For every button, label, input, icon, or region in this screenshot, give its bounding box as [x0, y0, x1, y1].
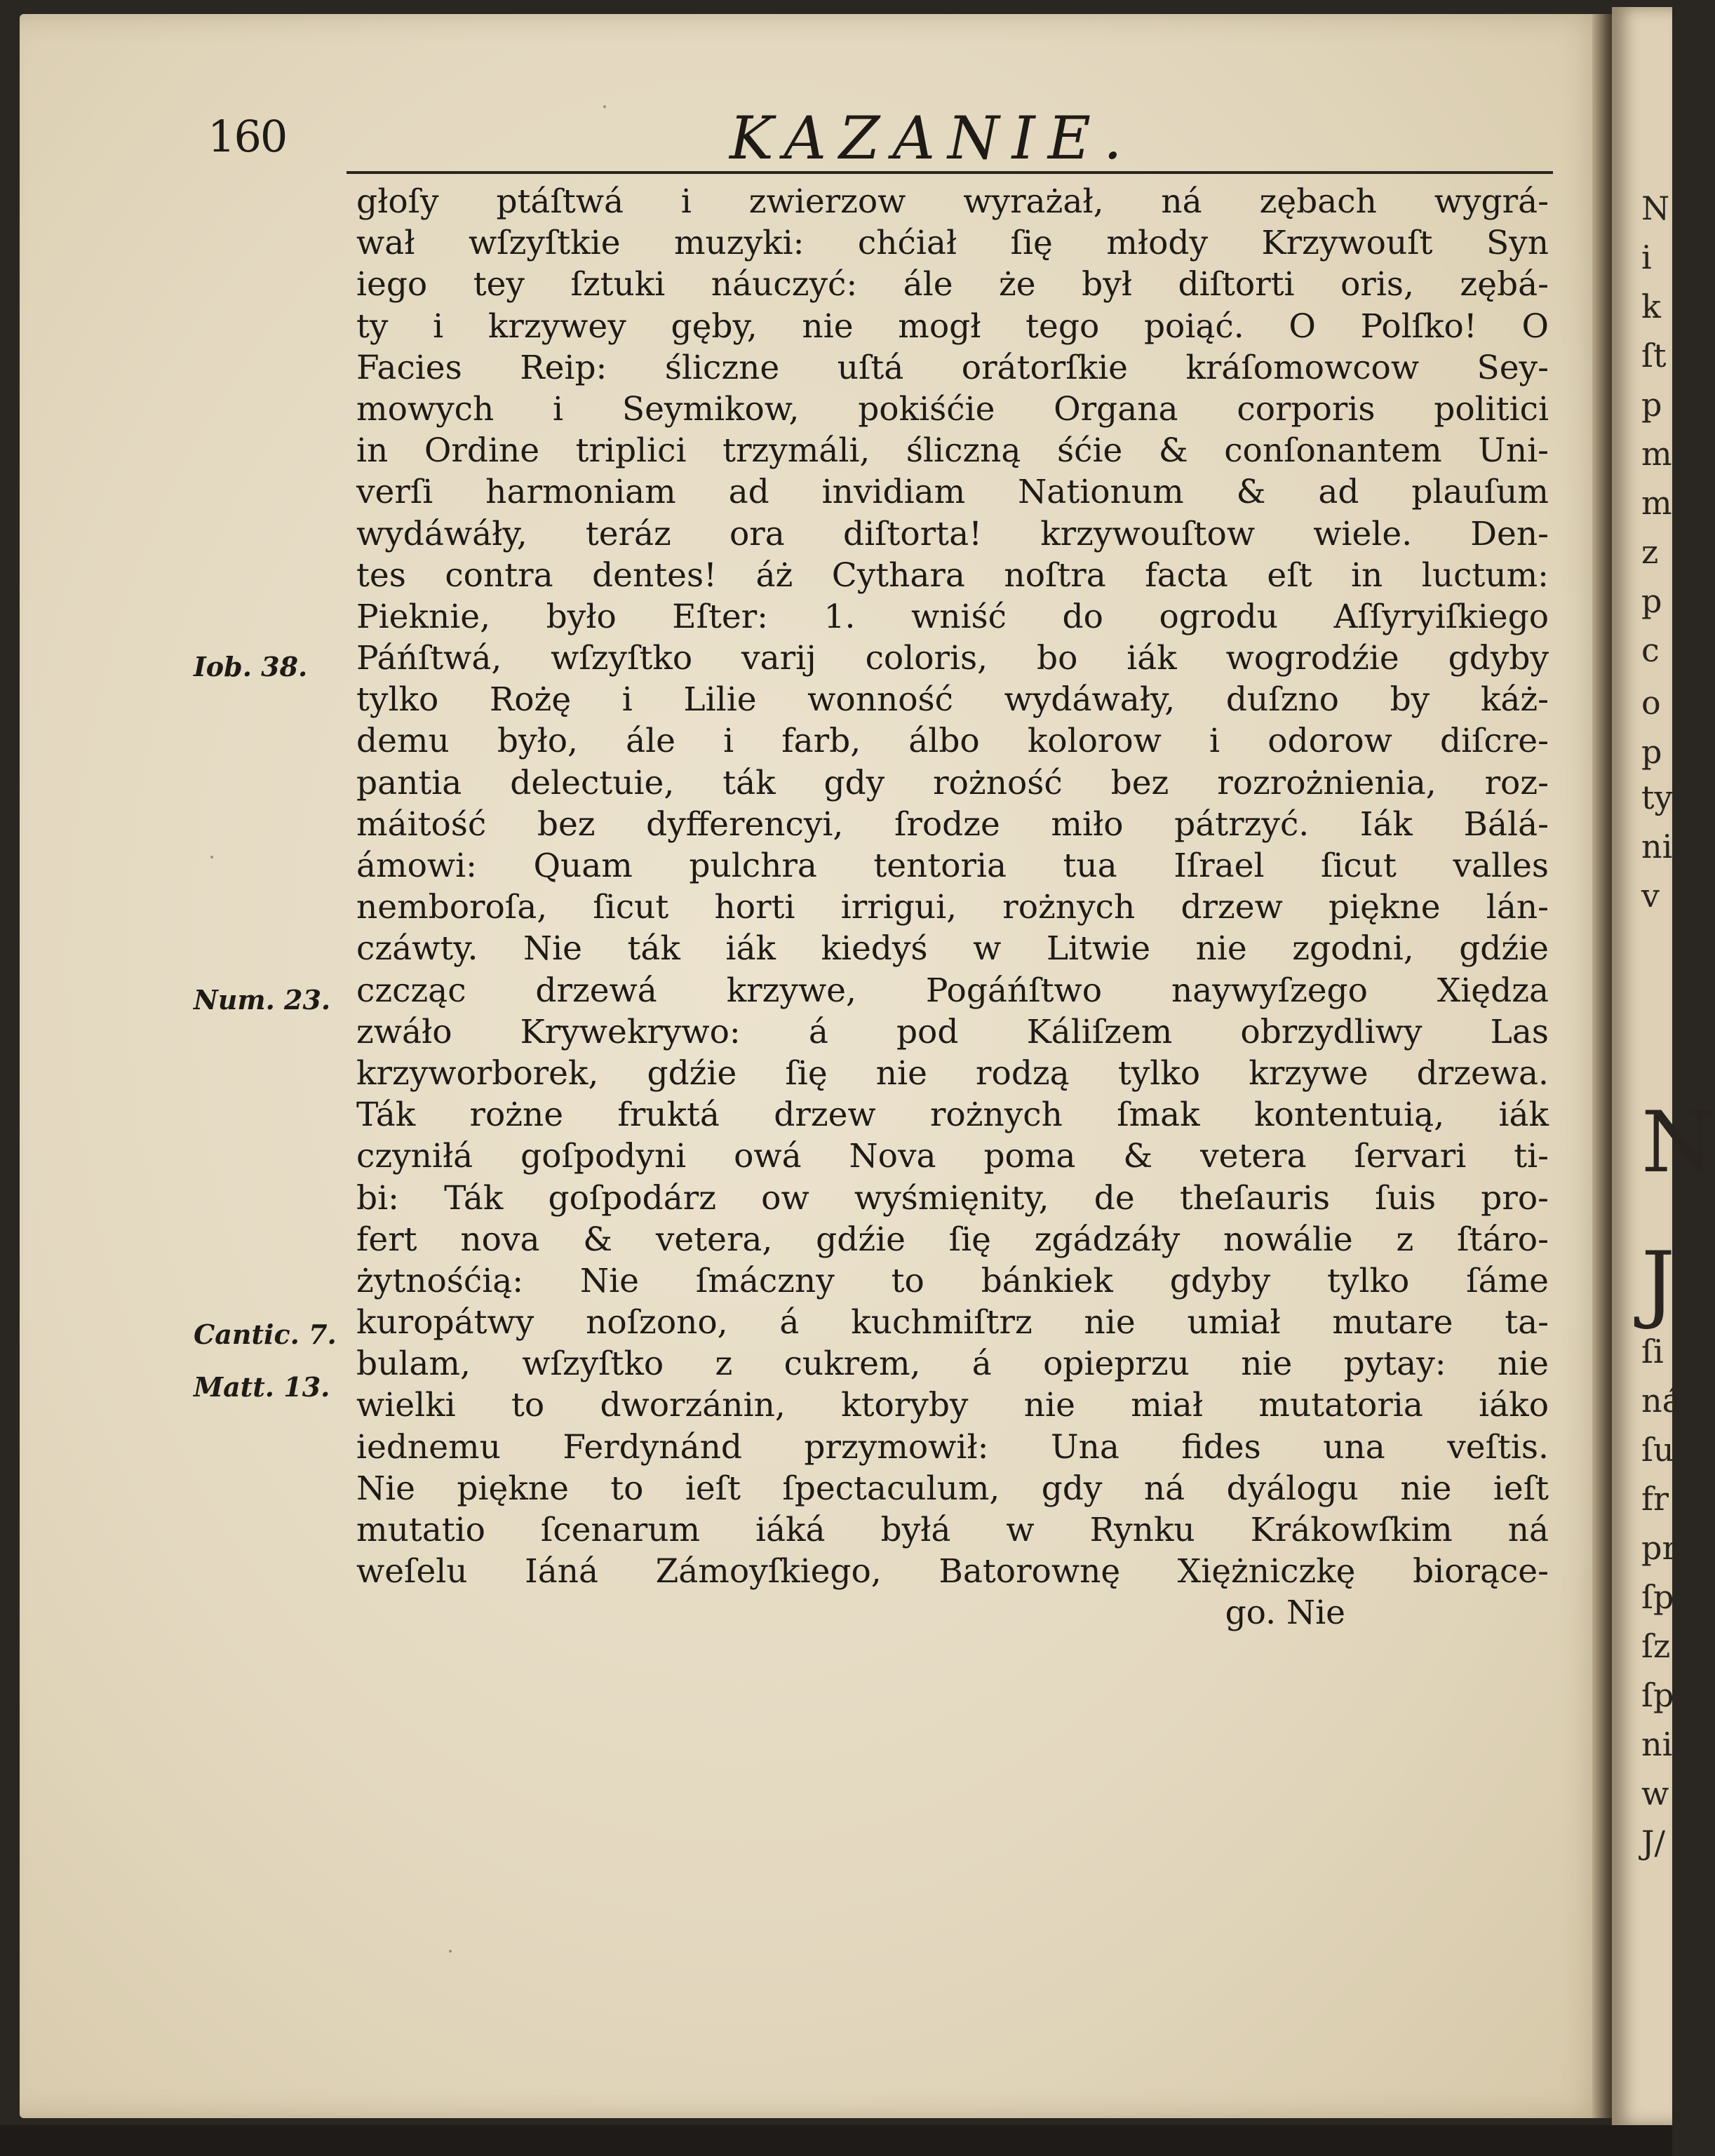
facing-page-letter: ſp [1641, 1676, 1674, 1714]
text-line: czcząc drzewá krzywe, Pogáńſtwo naywyſzego Xiędza [356, 971, 1549, 1010]
text-line: máitość bez dyfferencyi, ſrodze miło pátrzyć. Iák Bálá- [356, 804, 1549, 844]
facing-page-letter: ni [1641, 828, 1673, 865]
text-line: ty i krzywey gęby, nie mogł tego poiąć. O Polſko! O [356, 306, 1549, 346]
paper-fleck [210, 856, 213, 858]
text-line: in Ordine triplici trzymáli, śliczną śćie & conſonantem Uni- [356, 431, 1549, 471]
text-line: demu było, ále i farb, álbo kolorow i odorow diſcre- [356, 722, 1549, 761]
facing-page-letter: ſt [1641, 337, 1667, 375]
text-line: Facies Reip: śliczne uſtá orátorſkie kráſomowcow Sey- [356, 348, 1549, 387]
text-line: nemboroſa, ſicut horti irrigui, rożnych drzew piękne lán- [356, 888, 1549, 927]
facing-page-letter: ſu [1641, 1431, 1674, 1469]
text-line: krzyworborek, gdźie ſię nie rodzą tylko krzywe drzewa. [356, 1053, 1549, 1093]
facing-page-letter: ſz [1641, 1627, 1671, 1665]
facing-page-letter: z [1641, 533, 1659, 571]
text-line: żytnośćią: Nie ſmáczny to bánkiek gdyby tylko ſáme [356, 1261, 1549, 1300]
running-title: KAZANIE. [729, 104, 1135, 173]
text-line: zwáło Krywekrywo: á pod Káliſzem obrzydliwy Las [356, 1012, 1549, 1051]
facing-page-letter: J [1641, 1234, 1676, 1332]
text-line: pantia delectuie, ták gdy rożność bez rozrożnienia, roz- [356, 763, 1549, 802]
margin-note-cantic: Cantic. 7. [194, 1319, 337, 1350]
facing-page-letter: p [1641, 582, 1662, 620]
facing-page-letter: m [1641, 435, 1672, 473]
text-line: Ták rożne fruktá drzew rożnych ſmak kontentuią, iák [356, 1096, 1549, 1135]
text-line: Pieknie, było Eſter: 1. wniść do ogrodu Aſſyryiſkiego [356, 597, 1549, 636]
facing-page-letter: o [1641, 684, 1661, 722]
facing-page-letter: ty [1641, 779, 1673, 816]
text-line: go. Nie [1225, 1594, 1345, 1633]
margin-note-num: Num. 23. [194, 984, 331, 1016]
page-number: 160 [208, 111, 287, 162]
facing-page-letter: N [1641, 189, 1670, 227]
text-line: wielki to dworzánin, ktoryby nie miał mutatoria iáko [356, 1386, 1549, 1425]
text-line: mowych i Seymikow, pokiśćie Organa corporis politici [356, 389, 1549, 429]
text-line: verſi harmoniam ad invidiam Nationum & ad plauſum [356, 473, 1549, 512]
text-line: czyniłá goſpodyni owá Nova poma & vetera ſervari ti- [356, 1137, 1549, 1176]
text-line: Nie piękne to ieſt ſpectaculum, gdy ná dyálogu nie ieſt [356, 1469, 1549, 1508]
facing-page-letter: i [1641, 238, 1652, 276]
facing-page-letter: p [1641, 733, 1662, 771]
facing-page-letter: J/ [1641, 1824, 1665, 1861]
text-line: tylko Rożę i Lilie wonność wydáwały, duſzno by káż- [356, 680, 1549, 720]
facing-page-letter: fr [1641, 1480, 1669, 1518]
text-line: iego tey ſztuki náuczyć: ále że był diſtorti oris, zębá- [356, 265, 1549, 304]
text-line: głoſy ptáſtwá i zwierzow wyrażał, ná zębach wygrá- [356, 182, 1549, 221]
text-line: wał wſzyſtkie muzyki: chćiał ſię młody Krzywouſt Syn [356, 224, 1549, 263]
margin-note-iob: Iob. 38. [194, 651, 308, 682]
facing-page-letter: ſi [1641, 1333, 1664, 1370]
text-line: wydáwáły, teráz ora diſtorta! krzywouſtow wiele. Den- [356, 514, 1549, 553]
facing-page-letter: ni [1641, 1725, 1673, 1763]
facing-page-letter: c [1641, 631, 1660, 669]
text-line: bulam, wſzyſtko z cukrem, á opieprzu nie pytay: nie [356, 1345, 1549, 1384]
page-body [356, 181, 1549, 1634]
paper-fleck [603, 105, 606, 108]
facing-page-letter: ſp [1641, 1578, 1674, 1616]
text-line: weſelu Iáná Zámoyſkiego, Batorownę Xiężniczkę biorące- [356, 1552, 1549, 1591]
text-line: kuropátwy noſzono, á kuchmiſtrz nie umiał mutare ta- [356, 1303, 1549, 1342]
facing-page-letter: pr [1641, 1529, 1678, 1567]
header-rule [347, 171, 1553, 174]
paper-fleck [449, 1950, 452, 1953]
facing-page-letter: v [1641, 877, 1660, 915]
text-line: bi: Ták goſpodárz ow wyśmięnity, de theſauris ſuis pro- [356, 1178, 1549, 1218]
text-line: iednemu Ferdynánd przymowił: Una fides una veſtis. [356, 1427, 1549, 1467]
margin-note-matt: Matt. 13. [194, 1371, 330, 1403]
facing-page-letter: ná [1641, 1382, 1682, 1420]
text-line: tes contra dentes! áż Cythara noſtra facta eſt in luctum: [356, 555, 1549, 595]
facing-page-letter: k [1641, 288, 1661, 325]
facing-page-letter: m [1641, 484, 1672, 522]
scan-border [0, 2125, 1672, 2156]
text-line: fert nova & vetera, gdźie ſię zgádzáły nowálie z ſtáro- [356, 1220, 1549, 1259]
text-line: czáwty. Nie ták iák kiedyś w Litwie nie zgodni, gdźie [356, 929, 1549, 969]
facing-page-letter: p [1641, 386, 1662, 424]
facing-page-letter: w [1641, 1774, 1669, 1812]
text-line: Páńſtwá, wſzyſtko varij coloris, bo iák wogrodźie gdyby [356, 639, 1549, 678]
text-line: ámowi: Quam pulchra tentoria tua Iſrael ſicut valles [356, 847, 1549, 885]
text-line: mutatio ſcenarum iáká byłá w Rynku Krákowſkim ná [356, 1511, 1549, 1549]
facing-page-letter: N [1641, 1094, 1715, 1192]
